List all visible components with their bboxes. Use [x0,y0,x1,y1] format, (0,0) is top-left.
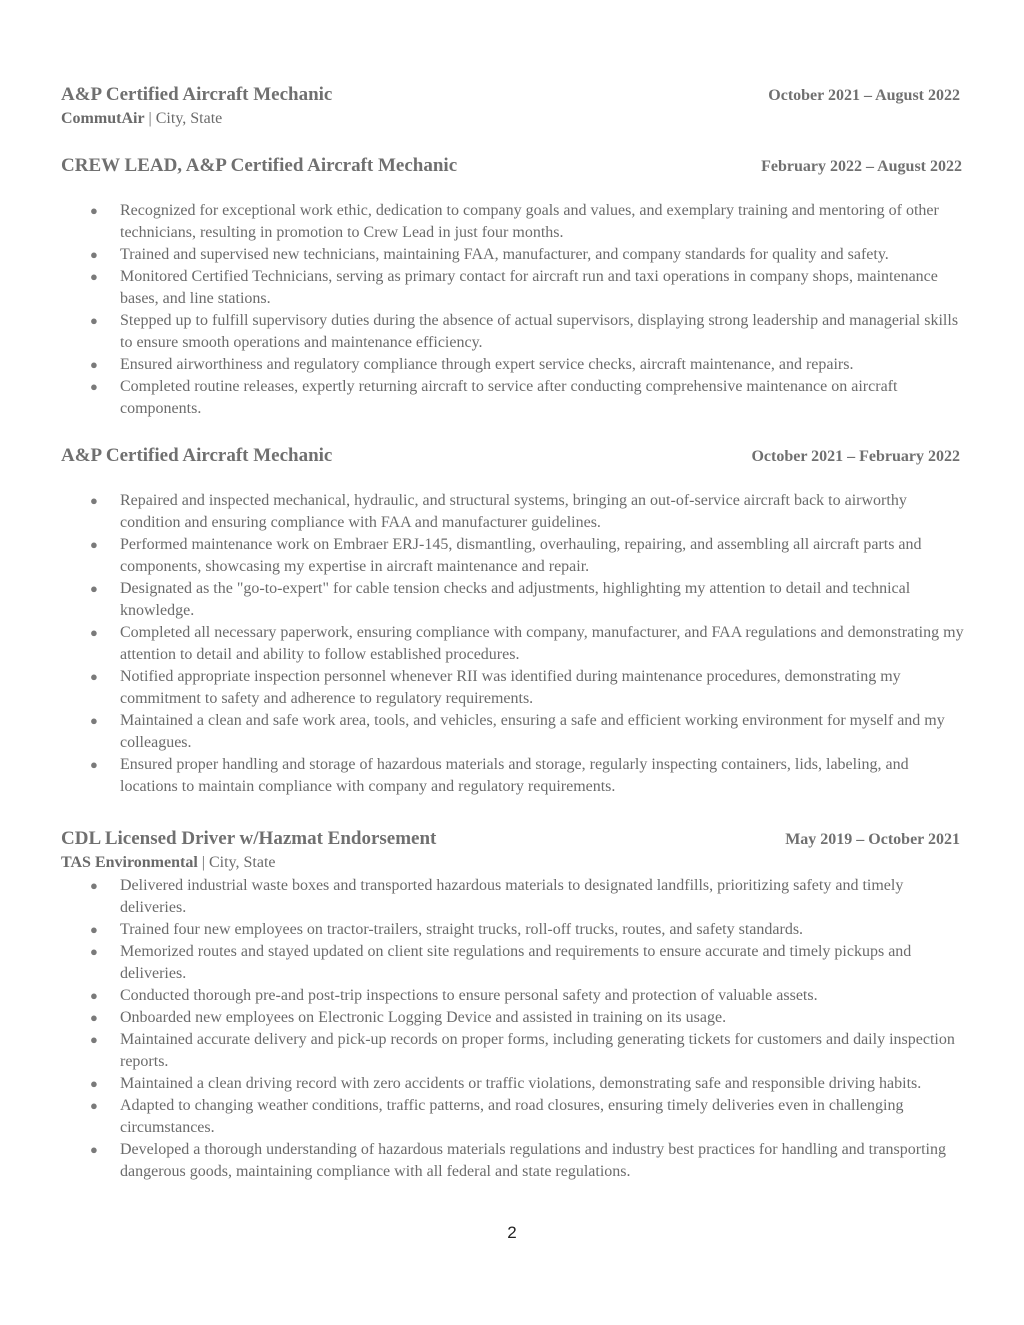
bullet-list [80,490,964,798]
employer-line [61,854,275,872]
page-number: 2 [507,1223,517,1242]
list-item: ● Onboarded new employees on Electronic Logging Device and assisted in training on its usage. [80,1007,964,1029]
role-title: CREW LEAD, A&P Certified Aircraft Mechanic [61,155,458,176]
employer-location: | City, State [144,110,223,127]
job-dates: May 2019 – October 2021 [785,831,960,848]
list-item: ● Completed routine releases, expertly returning aircraft to service after conducting comprehensive maintenance on aircraft components. [80,376,964,420]
list-item: ● Designated as the "go-to-expert" for cable tension checks and adjustments, highlighting my attention to detail and technical knowledge. [80,578,964,622]
role-dates: October 2021 – February 2022 [751,448,960,465]
list-item: ● Trained and supervised new technicians, maintaining FAA, manufacturer, and company standards for quality and safety. [80,244,964,266]
list-item: ● Delivered industrial waste boxes and transported hazardous materials to designated landfills, prioritizing safety and timely deliveries. [80,875,964,919]
list-item: ● Trained four new employees on tractor-trailers, straight trucks, roll-off trucks, routes, and safety standards. [80,919,964,941]
list-item: ● Repaired and inspected mechanical, hydraulic, and structural systems, bringing an out-of-service aircraft back to airworthy condition and ensuring compliance with FAA and manufacturer guidelines. [80,490,964,534]
job-title: CDL Licensed Driver w/Hazmat Endorsement [61,828,437,849]
list-item: ● Memorized routes and stayed updated on client site regulations and requirements to ensure accurate and timely pickups and deliveries. [80,941,964,985]
role-title: A&P Certified Aircraft Mechanic [61,445,333,466]
list-item: ● Notified appropriate inspection personnel whenever RII was identified during maintenance procedures, demonstrating my commitment to safety and adherence to regulatory requirements. [80,666,964,710]
employer-line [61,110,222,128]
list-item: ● Stepped up to fulfill supervisory duties during the absence of actual supervisors, displaying strong leadership and managerial skills to ensure smooth operations and maintenance efficiency. [80,310,964,354]
role-dates: February 2022 – August 2022 [761,158,962,175]
list-item: ● Conducted thorough pre-and post-trip inspections to ensure personal safety and protection of valuable assets. [80,985,964,1007]
list-item: ● Ensured proper handling and storage of hazardous materials and storage, regularly inspecting containers, lids, labeling, and locations to maintain compliance with company and regulatory requirements. [80,754,964,798]
employer-name: CommutAir [61,110,145,127]
list-item: ● Completed all necessary paperwork, ensuring compliance with company, manufacturer, and FAA regulations and demonstrating my attention to detail and ability to follow established procedures. [80,622,964,666]
list-item: ● Maintained accurate delivery and pick-up records on proper forms, including generating tickets for customers and daily inspection reports. [80,1029,964,1073]
list-item: ● Ensured airworthiness and regulatory compliance through expert service checks, aircraft maintenance, and repairs. [80,354,964,376]
list-item: ● Developed a thorough understanding of hazardous materials regulations and industry best practices for handling and transporting dangerous goods, maintaining compliance with all federal and state regulations. [80,1139,964,1183]
list-item: ● Monitored Certified Technicians, serving as primary contact for aircraft run and taxi operations in company shops, maintenance bases, and line stations. [80,266,964,310]
bullet-list [80,200,964,420]
list-item: ● Maintained a clean driving record with zero accidents or traffic violations, demonstrating safe and responsible driving habits. [80,1073,964,1095]
bullet-list [80,875,964,1183]
job-dates: October 2021 – August 2022 [768,87,960,104]
employer-location: | City, State [197,854,276,871]
list-item: ● Adapted to changing weather conditions, traffic patterns, and road closures, ensuring timely deliveries even in challenging circumstances. [80,1095,964,1139]
list-item: ● Recognized for exceptional work ethic, dedication to company goals and values, and exemplary training and mentoring of other technicians, resulting in promotion to Crew Lead in just four months. [80,200,964,244]
list-item: ● Maintained a clean and safe work area, tools, and vehicles, ensuring a safe and efficient working environment for myself and my colleagues. [80,710,964,754]
employer-name: TAS Environmental [61,854,198,871]
list-item: ● Performed maintenance work on Embraer ERJ-145, dismantling, overhauling, repairing, and assembling all aircraft parts and components, showcasing my expertise in aircraft maintenance and repair. [80,534,964,578]
job-title: A&P Certified Aircraft Mechanic [61,84,333,105]
